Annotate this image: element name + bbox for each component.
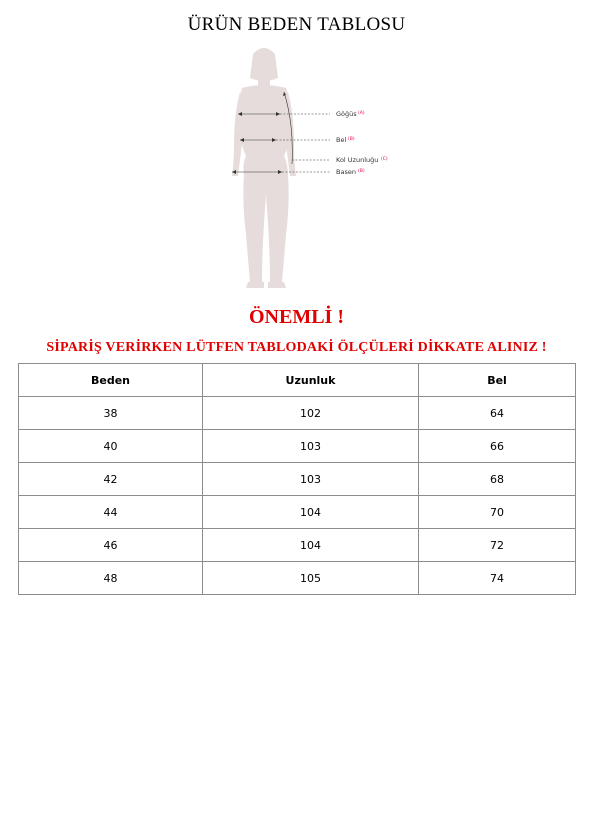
measure-label-chest: Göğüs	[336, 110, 357, 118]
measure-code-chest: (A)	[358, 111, 365, 116]
cell-length: 105	[203, 562, 419, 595]
important-heading: ÖNEMLİ !	[249, 306, 344, 328]
cell-waist: 64	[419, 397, 576, 430]
cell-waist: 66	[419, 430, 576, 463]
silhouette	[232, 48, 296, 288]
table-row	[19, 562, 576, 595]
order-warning: SİPARİŞ VERİRKEN LÜTFEN TABLODAKİ ÖLÇÜLERİ DİKKATE ALINIZ !	[46, 340, 547, 355]
table-row	[19, 496, 576, 529]
cell-length: 103	[203, 463, 419, 496]
cell-size: 48	[19, 562, 203, 595]
cell-waist: 68	[419, 463, 576, 496]
cell-length: 104	[203, 529, 419, 562]
size-table	[18, 363, 576, 595]
body-silhouette-illustration	[218, 44, 398, 294]
cell-size: 38	[19, 397, 203, 430]
measure-label-waist: Bel	[336, 136, 347, 144]
measure-label-arm-length: Kol Uzunluğu	[336, 156, 379, 164]
measure-label-hip: Basen	[336, 168, 356, 176]
measure-code-arm-length: (C)	[381, 157, 388, 162]
page-title: ÜRÜN BEDEN TABLOSU	[187, 14, 406, 35]
table-header-row	[19, 364, 576, 397]
column-header-size: Beden	[19, 364, 203, 397]
measure-code-hip: (B)	[358, 169, 365, 174]
cell-length: 104	[203, 496, 419, 529]
table-row	[19, 529, 576, 562]
measure-code-waist: (B)	[348, 137, 355, 142]
cell-size: 42	[19, 463, 203, 496]
table-row	[19, 397, 576, 430]
cell-size: 40	[19, 430, 203, 463]
cell-length: 103	[203, 430, 419, 463]
cell-waist: 70	[419, 496, 576, 529]
body-measurement-figure	[218, 44, 398, 294]
cell-length: 102	[203, 397, 419, 430]
column-header-waist: Bel	[419, 364, 576, 397]
cell-size: 44	[19, 496, 203, 529]
table-row	[19, 430, 576, 463]
cell-size: 46	[19, 529, 203, 562]
table-row	[19, 463, 576, 496]
cell-waist: 72	[419, 529, 576, 562]
column-header-length: Uzunluk	[203, 364, 419, 397]
cell-waist: 74	[419, 562, 576, 595]
